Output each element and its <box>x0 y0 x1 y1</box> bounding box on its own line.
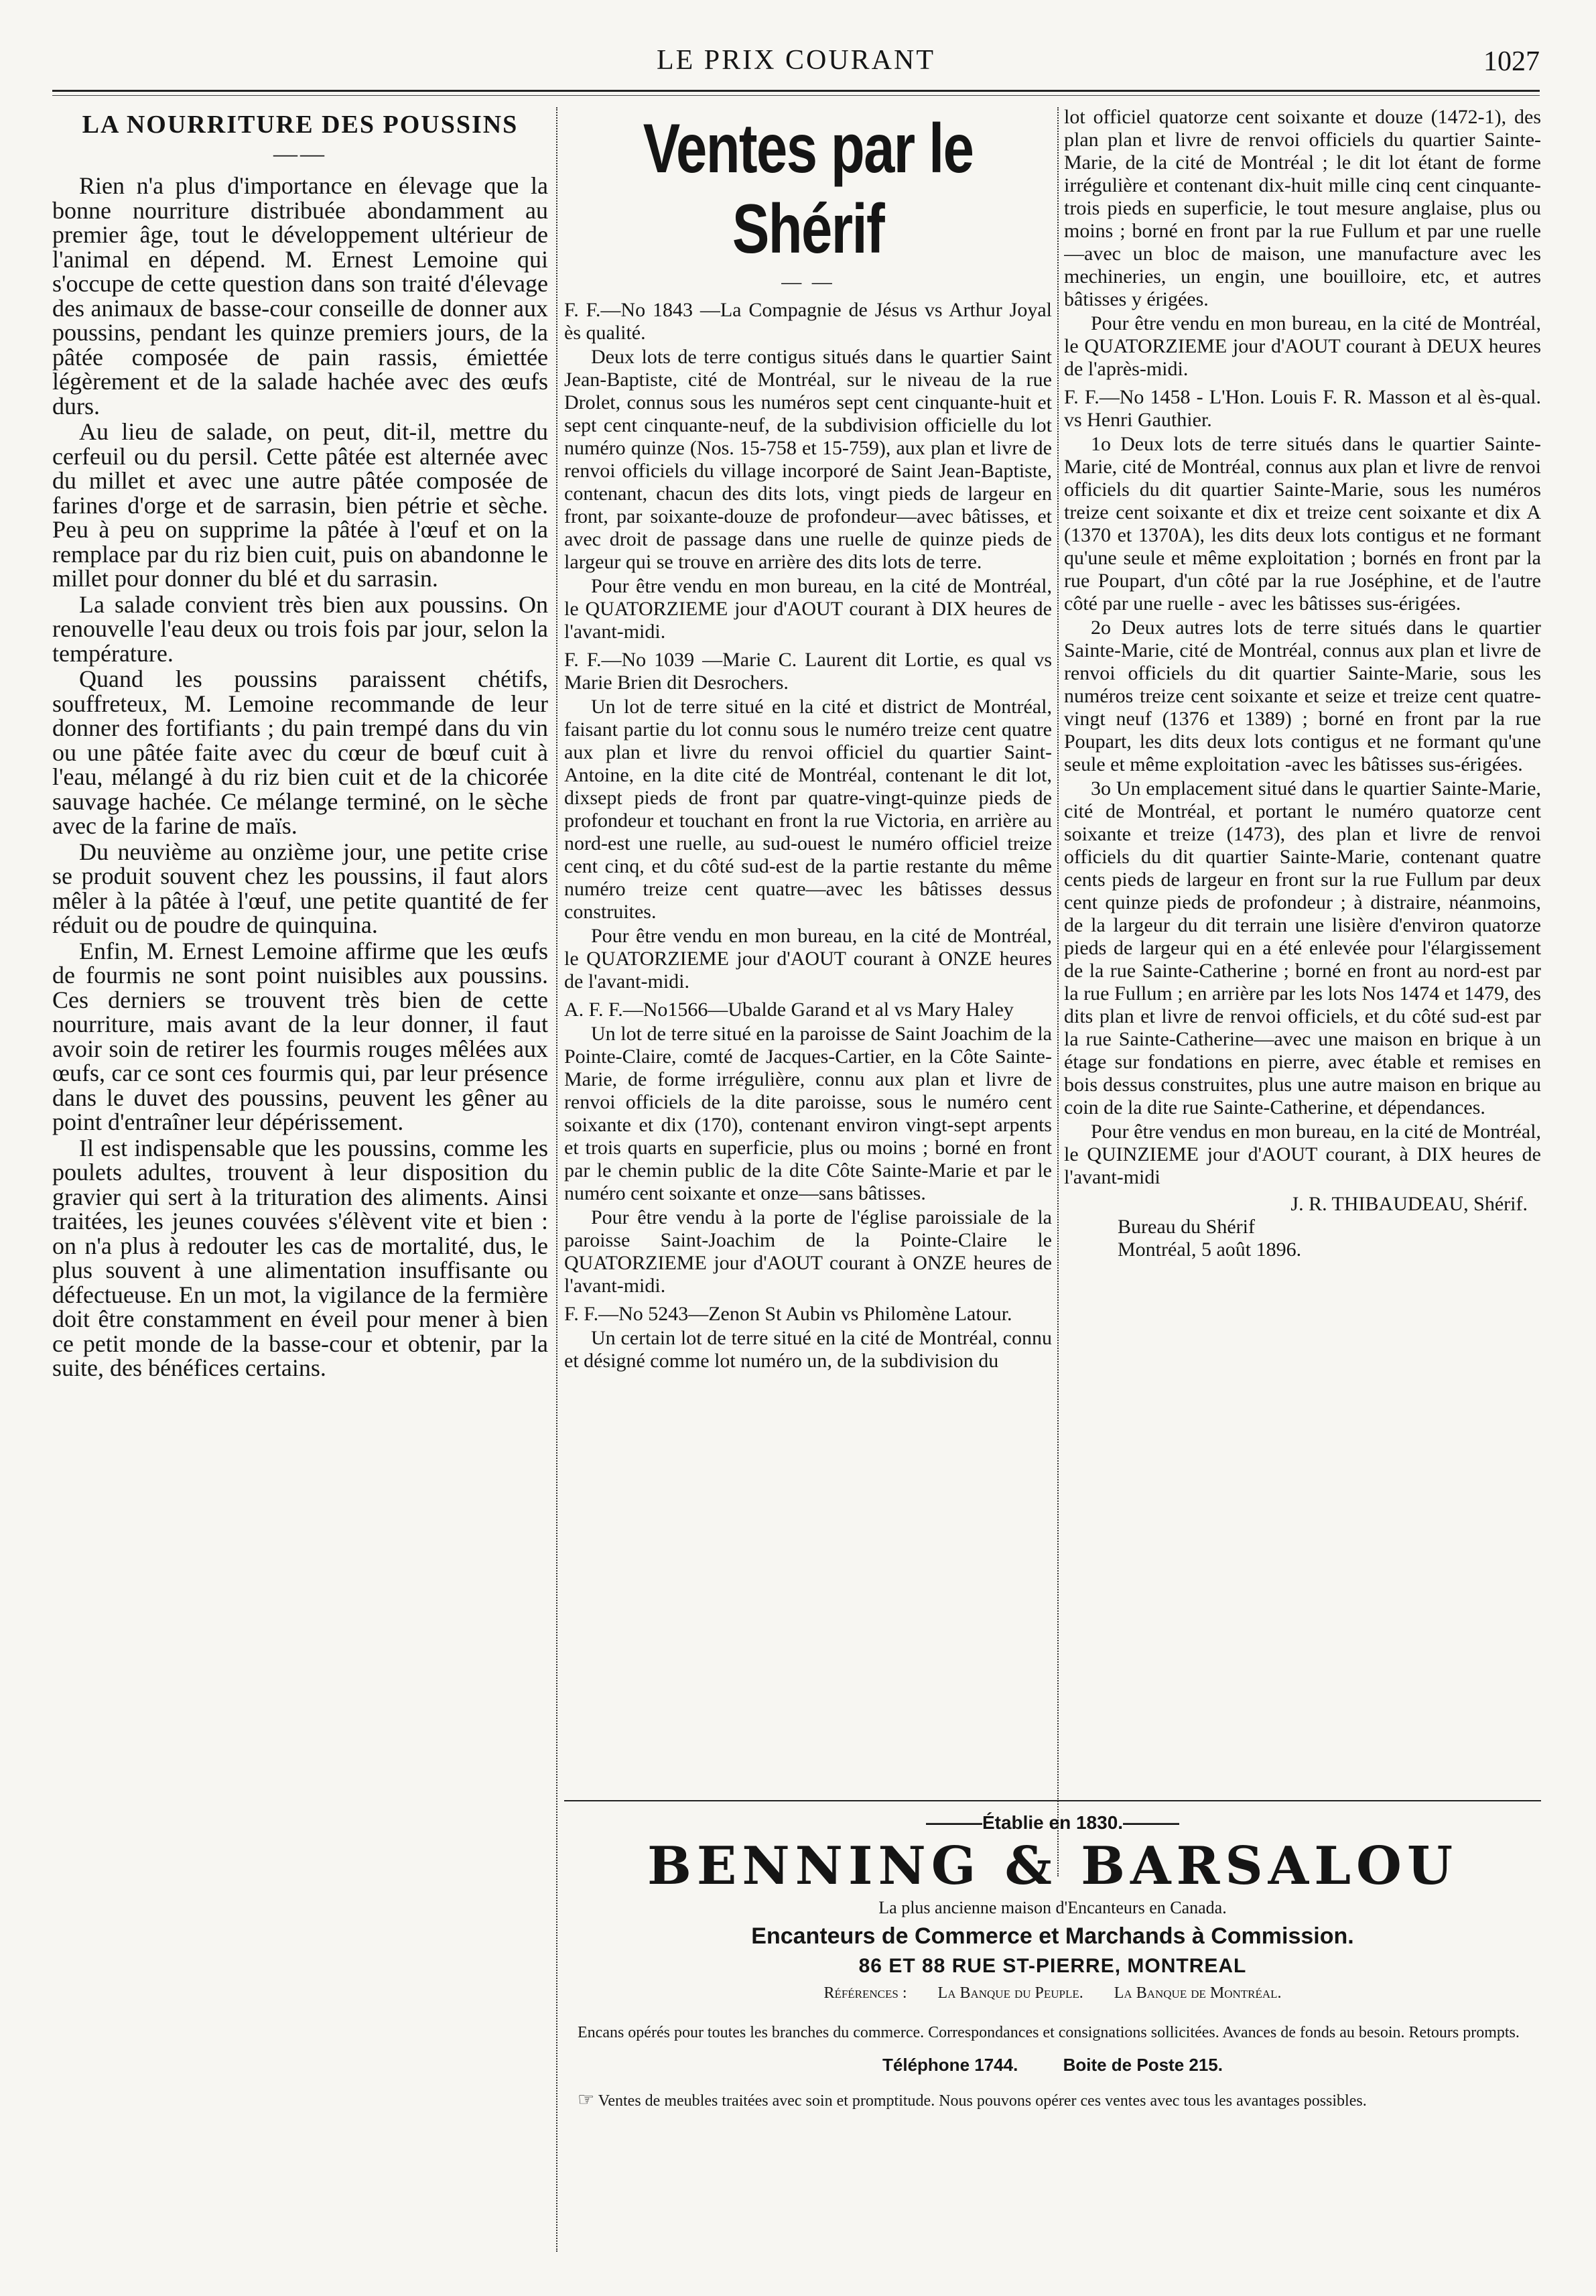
footer-text: Ventes de meubles traitées avec soin et promptitude. Nous pouvons opérer ces ventes avec tous les avantages possibles. <box>598 2092 1367 2110</box>
header-rule-thin <box>52 95 1540 96</box>
page-number: 1027 <box>1483 46 1540 77</box>
case-paragraph: Pour être vendu à la porte de l'église paroissiale de la paroisse Saint-Joachim de la Pointe-Claire le QUATORZIEME jour d'AOUT courant à ONZE heures de l'avant-midi. <box>564 1206 1052 1297</box>
heading-dash: — — <box>781 271 835 293</box>
article-paragraph: Au lieu de salade, on peut, dit-il, mettre du cerfeuil ou du persil. Cette pâtée est alternée avec du millet et avec une autre pâtée composée de farines d'orge et de sarrasin, bien pétrie et sèche. Peu à peu on supprime la pâtée à l'œuf et on la remplace par du riz bien cuit, puis on abandonne le millet pour donner du blé et du sarrasin. <box>52 418 548 592</box>
references <box>564 1984 1541 2002</box>
pointing-hand-icon: ☞ <box>578 2090 595 2110</box>
article-paragraph: Enfin, M. Ernest Lemoine affirme que les œufs de fourmis ne sont point nuisibles aux poussins. Ces derniers se trouvent très bien de cette nourriture, mais avant de la leur donner, il faut avoir soin de retirer les fourmis rouges mêlées aux œufs, car ce sont ces fourmis qui, par leur présence dans le duvet des poussins, peuvent les gêner au point d'entraîner leur dépérissement. <box>52 937 548 1135</box>
case-title: F. F.—No 1039 —Marie C. Laurent dit Lortie, es qual vs Marie Brien dit Desrochers. <box>564 649 1052 694</box>
case-paragraph: Pour être vendus en mon bureau, en la cité de Montréal, le QUINZIEME jour d'AOUT courant, à DIX heures de l'avant-midi <box>1064 1121 1541 1188</box>
heading-dash: —— <box>273 139 327 167</box>
office-line: Bureau du Shérif <box>1118 1216 1255 1238</box>
column-divider <box>556 107 557 2252</box>
column-divider <box>1057 107 1059 1876</box>
telephone: Téléphone 1744. <box>882 2055 1018 2075</box>
page-header <box>52 35 1540 88</box>
ad-rule <box>564 1800 1541 1801</box>
case-paragraph: lot officiel quatorze cent soixante et douze (1472-1), des plan plan et livre de renvoi officiels du quartier Sainte-Marie, de la cité de Montréal ; le dit lot étant de forme irrégulière et contenant dix-huit mille cinq cent cinquante-trois pieds en superficie, le tout mesure anglaise, plus ou moins ; borné en front par la rue Fullum et par une ruelle—avec un bloc de maison, une manufacture avec les mechineries, un engin, une bouilloire, etc, et autres bâtisses y érigées. <box>1064 106 1541 310</box>
sheriff-sales-col-b <box>1064 106 1541 1875</box>
sheriff-signature: J. R. THIBAUDEAU, Shérif. <box>1290 1193 1528 1215</box>
article-paragraph: La salade convient très bien aux poussins. On renouvelle l'eau deux ou trois fois par jour, selon la température. <box>52 590 548 667</box>
case-paragraph: Un lot de terre situé en la cité et district de Montréal, faisant partie du lot connu sous le numéro treize cent quatre aux plan et livre du renvoi officiel du quartier Saint-Antoine, en la dite cité de Montréal, contenant le dit lot, dixsept pieds de front par quatre-vingt-quinze pieds de profondeur et touchant en front la rue Victoria, en arrière au nord-est une ruelle, au sud-ouest le numéro officiel treize cent cinq, et du côté sud-est de la partie restante du même numéro treize cent quatre—avec les bâtisses dessus construites. <box>564 696 1052 923</box>
article-paragraph: Il est indispensable que les poussins, comme les poulets adultes, trouvent à leur disposition du gravier qui sert à la trituration des aliments. Ainsi traitées, les jeunes couvées s'élèvent vite et bien : on n'a plus à redouter les cas de mortalité, dus, le plus souvent à une alimentation insuffisante ou défectueuse. En un mot, la vigilance de la fermière doit être constamment en éveil pour mener à bien ce petit monde de la basse-cour et obtenir, par la suite, des bénéfices certains. <box>52 1134 548 1381</box>
case-title: F. F.—No 1843 —La Compagnie de Jésus vs Arthur Joyal ès qualité. <box>564 299 1052 344</box>
sheriff-sales-heading: Ventes par le Shérif <box>643 110 974 268</box>
article-heading: LA NOURRITURE DES POUSSINS <box>82 111 519 139</box>
article-poussins <box>52 106 548 2250</box>
article-paragraph: Rien n'a plus d'importance en élevage que la bonne nourriture distribuée abondamment au premier âge, tout le développement ultérieur de l'animal en dépend. M. Ernest Lemoine qui s'occupe de cette question dans son traité d'élevage des animaux de basse-cour conseille de donner aux poussins, pendant les quinze premiers jours, de la pâtée composée de pain rassis, émiettée légèrement et de la salade hachée avec des œufs durs. <box>52 172 548 420</box>
po-box: Boite de Poste 215. <box>1063 2055 1223 2075</box>
tagline: La plus ancienne maison d'Encanteurs en Canada. <box>878 1898 1227 1917</box>
case-paragraph: 1o Deux lots de terre situés dans le quartier Sainte-Marie, cité de Montréal, connus aux plan et livre de renvoi officiels du dit quartier Sainte-Marie, sous les numéros treize cent soixante et dix et treize cent soixante et dix A (1370 et 1370A), les dits deux lots contigus et ne formant qu'une seule et même exploitation ; bornés en front par la rue Poupart, d'un côté par la rue Joséphine, et de l'autre côté par une ruelle - avec les bâtisses sus-érigées. <box>1064 433 1541 615</box>
brand-name: BENNING & BARSALOU <box>647 1836 1459 1897</box>
case-paragraph: 3o Un emplacement situé dans le quartier Sainte-Marie, cité de Montréal, et portant le numéro quatorze cent soixante et treize (1473), des plan et livre de renvoi officiels du dit quartier Sainte-Marie, contenant quatre cents pieds de largeur en front sur la rue Fullum par deux cent quinze pieds de profondeur ; à distraire, néanmoins, de la largeur du dit terrain une lisière d'environ quatorze pieds de largeur qui en a été enlevée pour l'élargissement de la rue Sainte-Catherine ; borné en front au nord-est par la rue Fullum ; en arrière par les lots Nos 1474 et 1479, des dits plan et livre de renvoi officiels, et du côté sud-est par la rue Sainte-Catherine—avec une maison en brique à un étage sur fondations en pierre, avec étable et remises en bois dessus construites, plus une autre maison en brique au coin de la dite rue Sainte-Catherine, et dépendances. <box>1064 777 1541 1119</box>
case-paragraph: Un lot de terre situé en la paroisse de Saint Joachim de la Pointe-Claire, comté de Jacques-Cartier, en la Côte Sainte-Marie, de forme irrégulière, connu aux plan et livre de renvoi officiels de la dite paroisse, sous le numéro cent soixante et dix (170), contenant environ vingt-sept arpents et trois quarts en superficie, plus ou moins ; borné en front par le chemin public de la dite Côte Sainte-Marie et par le numéro cent soixante et onze—sans bâtisses. <box>564 1023 1052 1204</box>
reference-bank: La Banque du Peuple. <box>937 1984 1083 2002</box>
business-line: Encanteurs de Commerce et Marchands à Commission. <box>751 1923 1354 1949</box>
case-paragraph: Un certain lot de terre situé en la cité de Montréal, connu et désigné comme lot numéro un, de la subdivision du <box>564 1327 1052 1372</box>
case-paragraph: Deux lots de terre contigus situés dans le quartier Saint Jean-Baptiste, cité de Montréal, sur le niveau de la rue Drolet, connus sous les numéros sept cent cinquante-huit et sept cent cinquante-neuf, de la subdivision officielle du lot numéro quinze (Nos. 15-758 et 15-759), aux plan et livre de renvoi officiels du village incorporé de Saint Jean-Baptiste, contenant, chacun des dits lots, vingt pieds de largeur en front, par soixante-douze de profondeur—avec bâtisses, et avec droit de passage dans une ruelle de quinze pieds de largeur qui se trouve en arrière des dits lots de terre. <box>564 346 1052 573</box>
article-paragraph: Quand les poussins paraissent chétifs, souffreteux, M. Lemoine recommande de leur donner des fortifiants ; du pain trempé dans du vin ou une pâtée faite avec du cœur de bœuf cuit à l'eau, mélangé à du riz bien cuit et de la chicorée sauvage hachée. Ce mélange terminé, on le sèche avec de la farine de maïs. <box>52 665 548 839</box>
article-paragraph: Du neuvième au onzième jour, une petite crise se produit souvent chez les poussins, il faut alors mêler à la pâtée à l'œuf, une petite quantité de fer réduit ou de poudre de quinquina. <box>52 838 548 938</box>
publication-title: LE PRIX COURANT <box>656 45 935 76</box>
case-paragraph: Pour être vendu en mon bureau, en la cité de Montréal, le QUATORZIEME jour d'AOUT courant à DEUX heures de l'après-midi. <box>1064 312 1541 380</box>
established-line: ———Établie en 1830.——— <box>925 1812 1180 1833</box>
case-paragraph: Pour être vendu en mon bureau, en la cité de Montréal, le QUATORZIEME jour d'AOUT courant à DIX heures de l'avant-midi. <box>564 575 1052 643</box>
footer-note <box>564 2090 1541 2111</box>
case-title: F. F.—No 1458 - L'Hon. Louis F. R. Masson et al ès-qual. vs Henri Gauthier. <box>1064 386 1541 431</box>
sheriff-sales-col-a <box>564 106 1052 1875</box>
case-paragraph: Pour être vendu en mon bureau, en la cité de Montréal, le QUATORZIEME jour d'AOUT courant à ONZE heures de l'avant-midi. <box>564 925 1052 993</box>
case-paragraph: 2o Deux autres lots de terre situés dans le quartier Sainte-Marie, cité de Montréal, connus aux plan et livre de renvoi officiels du dit quartier Sainte-Marie, sous les numéros treize cent soixante et seize et treize cent quatre-vingt neuf (1376 et 1389) ; borné en front par la rue Poupart, les dits deux lots contigus et ne formant qu'une seule et même exploitation -avec les bâtisses sus-érigées. <box>1064 617 1541 775</box>
references-label: Références : <box>823 1984 907 2002</box>
services-note: Encans opérés pour toutes les branches du commerce. Correspondances et consignations sollicitées. Avances de fonds au besoin. Retours prompts. <box>578 2024 1520 2041</box>
case-title: F. F.—No 5243—Zenon St Aubin vs Philomène Latour. <box>564 1303 1012 1325</box>
reference-bank: La Banque de Montréal. <box>1114 1984 1282 2002</box>
address: 86 ET 88 RUE ST-PIERRE, MONTREAL <box>858 1955 1247 1977</box>
advertisement-benning-barsalou <box>564 1803 1541 2272</box>
case-title: A. F. F.—No1566—Ubalde Garand et al vs Mary Haley <box>564 999 1014 1021</box>
office-date: Montréal, 5 août 1896. <box>1118 1238 1302 1261</box>
header-rule <box>52 90 1540 92</box>
contact-line <box>564 2055 1541 2076</box>
